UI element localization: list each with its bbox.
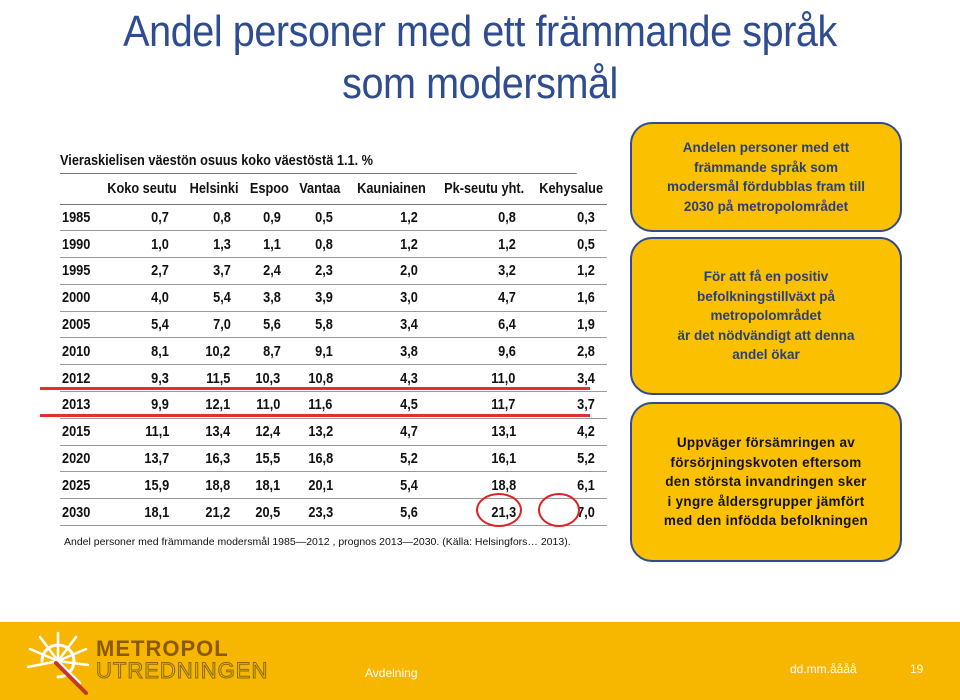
table-cell: 5,6 bbox=[345, 499, 430, 526]
footer-bar bbox=[0, 622, 960, 700]
table-cell: 7,0 bbox=[528, 499, 607, 526]
table-cell: 21,2 bbox=[181, 499, 243, 526]
table-cell: 13,2 bbox=[292, 418, 344, 445]
table-row bbox=[60, 284, 607, 311]
info-box-2-text: För att få en positiv befolkningstillväxt på metropolområdet är det nödvändigt att denna andel ökar bbox=[677, 269, 855, 363]
table-cell: 4,7 bbox=[345, 418, 430, 445]
statistics-table bbox=[60, 174, 607, 526]
table-cell: 1,3 bbox=[181, 231, 243, 258]
table-row bbox=[60, 499, 607, 526]
table-cell: 7,0 bbox=[181, 311, 243, 338]
table-cell: 13,1 bbox=[430, 418, 528, 445]
row-year: 2000 bbox=[60, 284, 95, 311]
table-cell: 4,3 bbox=[345, 365, 430, 392]
table-cell: 20,5 bbox=[243, 499, 293, 526]
table-cell: 3,8 bbox=[345, 338, 430, 365]
table-row bbox=[60, 258, 607, 285]
row-year: 1990 bbox=[60, 231, 95, 258]
table-cell: 11,6 bbox=[292, 392, 344, 419]
table-cell: 11,0 bbox=[243, 392, 293, 419]
table-cell: 4,2 bbox=[528, 418, 607, 445]
slide-title bbox=[84, 6, 876, 110]
table-cell: 3,9 bbox=[292, 284, 344, 311]
row-year: 2025 bbox=[60, 472, 95, 499]
table-cell: 23,3 bbox=[292, 499, 344, 526]
table-cell: 11,5 bbox=[181, 365, 243, 392]
table-cell: 11,0 bbox=[430, 365, 528, 392]
table-cell: 5,4 bbox=[181, 284, 243, 311]
table-cell: 3,4 bbox=[528, 365, 607, 392]
highlight-circle-pk-seutu-2030 bbox=[476, 493, 522, 527]
table-cell: 11,7 bbox=[430, 392, 528, 419]
table-cell: 3,7 bbox=[528, 392, 607, 419]
row-year: 2015 bbox=[60, 418, 95, 445]
table-cell: 3,2 bbox=[430, 258, 528, 285]
statistics-table-image bbox=[60, 150, 603, 528]
table-cell: 2,7 bbox=[95, 258, 181, 285]
header-pk-seutu: Pk-seutu yht. bbox=[430, 174, 528, 204]
table-cell: 5,4 bbox=[95, 311, 181, 338]
table-cell: 10,3 bbox=[243, 365, 293, 392]
table-cell: 5,8 bbox=[292, 311, 344, 338]
table-cell: 9,6 bbox=[430, 338, 528, 365]
header-vantaa: Vantaa bbox=[292, 174, 344, 204]
highlight-line-top bbox=[40, 387, 590, 390]
table-cell: 9,3 bbox=[95, 365, 181, 392]
header-year bbox=[60, 174, 95, 204]
table-cell: 1,9 bbox=[528, 311, 607, 338]
table-cell: 9,9 bbox=[95, 392, 181, 419]
table-row bbox=[60, 204, 607, 231]
footer-date: dd.mm.åååå bbox=[790, 662, 857, 676]
table-cell: 0,9 bbox=[243, 204, 293, 231]
row-year: 2020 bbox=[60, 445, 95, 472]
table-cell: 8,7 bbox=[243, 338, 293, 365]
table-cell: 12,4 bbox=[243, 418, 293, 445]
row-year: 2005 bbox=[60, 311, 95, 338]
header-kehysalue: Kehysalue bbox=[528, 174, 607, 204]
table-cell: 11,1 bbox=[95, 418, 181, 445]
footer-division: Avdelning bbox=[365, 666, 418, 680]
table-cell: 0,8 bbox=[430, 204, 528, 231]
table-cell: 15,5 bbox=[243, 445, 293, 472]
table-title: Vieraskielisen väestön osuus koko väestöstä 1.1. % bbox=[60, 150, 577, 174]
table-cell: 5,6 bbox=[243, 311, 293, 338]
table-cell: 20,1 bbox=[292, 472, 344, 499]
row-year: 1985 bbox=[60, 204, 95, 231]
table-cell: 8,1 bbox=[95, 338, 181, 365]
table-cell: 10,8 bbox=[292, 365, 344, 392]
table-cell: 4,0 bbox=[95, 284, 181, 311]
table-cell: 4,7 bbox=[430, 284, 528, 311]
table-cell: 1,0 bbox=[95, 231, 181, 258]
table-cell: 18,1 bbox=[95, 499, 181, 526]
table-cell: 18,8 bbox=[430, 472, 528, 499]
row-year: 1995 bbox=[60, 258, 95, 285]
table-cell: 0,5 bbox=[528, 231, 607, 258]
table-cell: 4,5 bbox=[345, 392, 430, 419]
table-cell: 1,2 bbox=[430, 231, 528, 258]
sunburst-logo-icon bbox=[22, 627, 94, 695]
table-cell: 3,8 bbox=[243, 284, 293, 311]
table-cell: 5,2 bbox=[528, 445, 607, 472]
table-cell: 3,7 bbox=[181, 258, 243, 285]
table-cell: 2,3 bbox=[292, 258, 344, 285]
highlight-line-bottom bbox=[40, 414, 590, 417]
table-cell: 16,8 bbox=[292, 445, 344, 472]
table-row bbox=[60, 445, 607, 472]
table-cell: 12,1 bbox=[181, 392, 243, 419]
page-number: 19 bbox=[910, 662, 924, 676]
table-cell: 0,3 bbox=[528, 204, 607, 231]
table-header-row bbox=[60, 174, 607, 204]
table-cell: 2,8 bbox=[528, 338, 607, 365]
table-cell: 1,2 bbox=[345, 204, 430, 231]
row-year: 2010 bbox=[60, 338, 95, 365]
header-espoo: Espoo bbox=[243, 174, 293, 204]
table-cell: 1,2 bbox=[345, 231, 430, 258]
table-row bbox=[60, 418, 607, 445]
table-cell: 1,2 bbox=[528, 258, 607, 285]
table-cell: 0,8 bbox=[181, 204, 243, 231]
table-cell: 13,7 bbox=[95, 445, 181, 472]
table-cell: 21,3 bbox=[430, 499, 528, 526]
table-body bbox=[60, 204, 607, 526]
row-year: 2013 bbox=[60, 392, 95, 419]
table-cell: 10,2 bbox=[181, 338, 243, 365]
row-year: 2012 bbox=[60, 365, 95, 392]
table-row bbox=[60, 231, 607, 258]
header-kauniainen: Kauniainen bbox=[345, 174, 430, 204]
table-cell: 15,9 bbox=[95, 472, 181, 499]
highlight-circle-kehysalue-2030 bbox=[538, 493, 580, 527]
table-cell: 2,0 bbox=[345, 258, 430, 285]
table-cell: 13,4 bbox=[181, 418, 243, 445]
table-cell: 0,7 bbox=[95, 204, 181, 231]
slide-title-line1: Andel personer med ett främmande språk bbox=[123, 7, 837, 56]
slide-title-line2: som modersmål bbox=[342, 59, 618, 108]
info-box-2 bbox=[630, 237, 902, 395]
info-box-3 bbox=[630, 402, 902, 562]
table-cell: 3,0 bbox=[345, 284, 430, 311]
table-cell: 2,4 bbox=[243, 258, 293, 285]
table-cell: 18,8 bbox=[181, 472, 243, 499]
header-helsinki: Helsinki bbox=[181, 174, 243, 204]
table-cell: 16,3 bbox=[181, 445, 243, 472]
info-box-1 bbox=[630, 122, 902, 232]
table-cell: 18,1 bbox=[243, 472, 293, 499]
logo-text-utredningen: UTREDNINGEN bbox=[96, 658, 269, 683]
table-cell: 3,4 bbox=[345, 311, 430, 338]
table-cell: 1,6 bbox=[528, 284, 607, 311]
header-koko-seutu: Koko seutu bbox=[95, 174, 181, 204]
table-cell: 6,1 bbox=[528, 472, 607, 499]
logo-text-metropol: METROPOL bbox=[96, 636, 229, 661]
info-box-1-text: Andelen personer med ett främmande språk som modersmål fördubblas fram till 2030 på metropolområdet bbox=[666, 140, 866, 214]
table-row bbox=[60, 472, 607, 499]
row-year: 2030 bbox=[60, 499, 95, 526]
table-cell: 16,1 bbox=[430, 445, 528, 472]
table-row bbox=[60, 338, 607, 365]
table-cell: 6,4 bbox=[430, 311, 528, 338]
table-cell: 5,2 bbox=[345, 445, 430, 472]
table-cell: 5,4 bbox=[345, 472, 430, 499]
table-cell: 1,1 bbox=[243, 231, 293, 258]
table-row bbox=[60, 311, 607, 338]
table-cell: 0,5 bbox=[292, 204, 344, 231]
table-caption: Andel personer med främmande modersmål 1985—2012 , prognos 2013—2030. (Källa: Helsingfors… 2013). bbox=[64, 536, 571, 548]
table-cell: 0,8 bbox=[292, 231, 344, 258]
table-cell: 9,1 bbox=[292, 338, 344, 365]
info-box-3-text: Uppväger försämringen av försörjningskvoten eftersom den största invandringen sker i yngre åldersgrupper jämfört med den infödda befolkningen bbox=[663, 435, 869, 529]
